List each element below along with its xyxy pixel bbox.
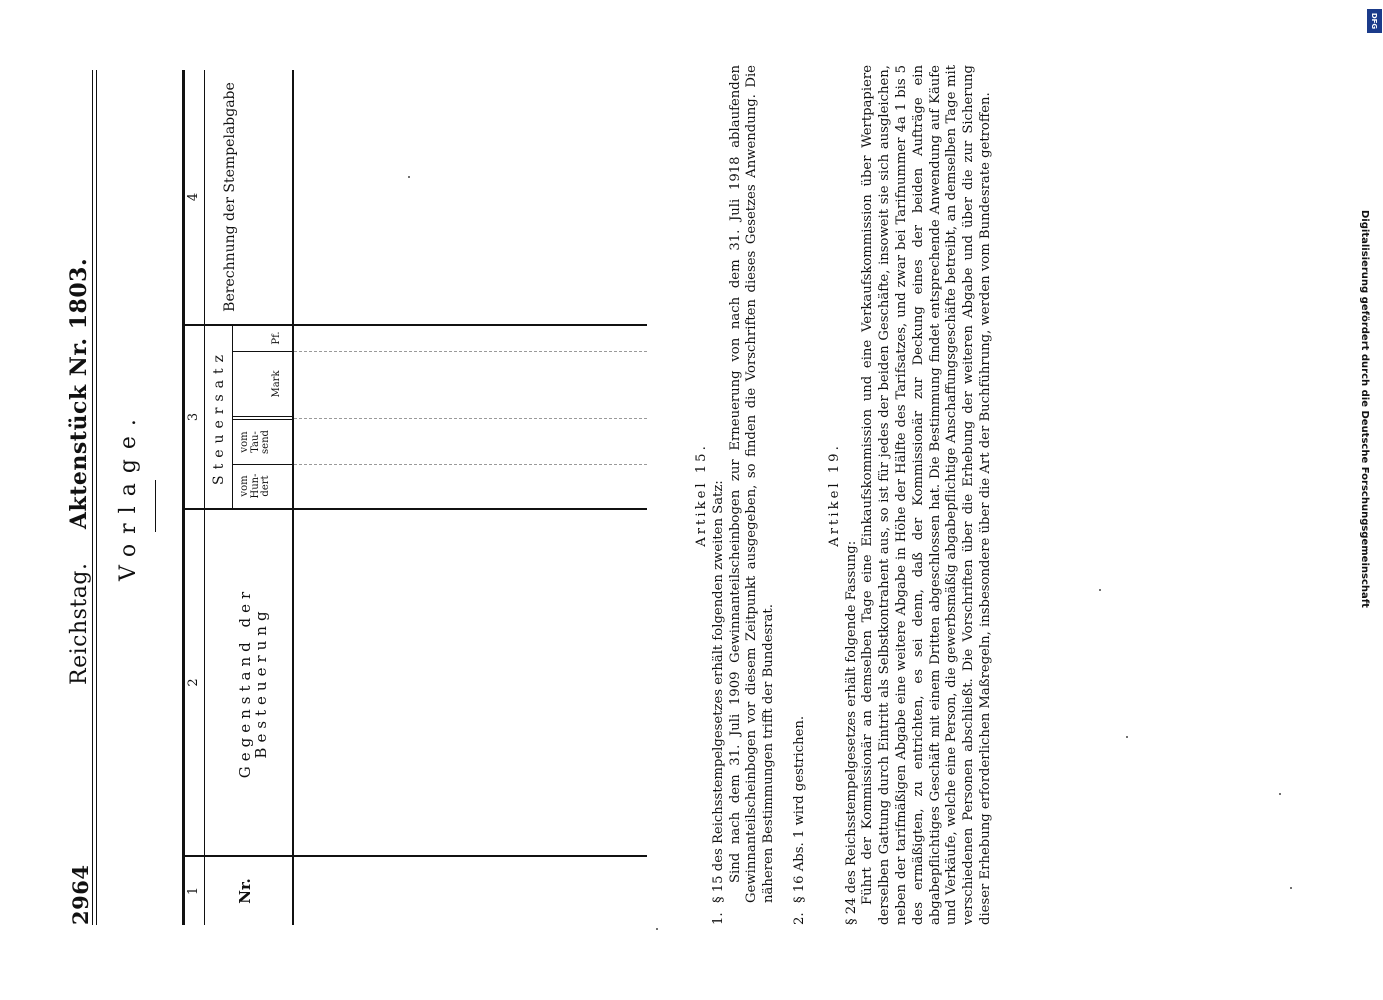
scan-speck xyxy=(1290,887,1292,889)
col4-header: Berechnung der Stempelabgabe xyxy=(222,82,238,312)
item-lead: § 24 des Reichsstempelgesetzes erhält folgende Fassung: xyxy=(843,540,859,925)
item-body: Sind nach dem 31. Juli 1909 Gewinnanteilscheinbogen zur Erneuerung von nach dem 31. Juli 1918 ablaufenden Gewinnanteilscheinbogen vor diesem Zeitpunkt ausgegeben, so finden die Vorschriften dieses Gesetzes Anwendung. Die näheren Bestimmungen trifft der Bundesrat. xyxy=(727,65,777,903)
scan-speck xyxy=(1126,736,1128,738)
publisher-label: Reichstag. xyxy=(67,562,92,685)
col3-sub-div-2b xyxy=(232,416,292,417)
col3-guide-1 xyxy=(294,464,647,465)
article-15-heading: Artikel 15. xyxy=(694,443,709,547)
dfg-logo: DFG xyxy=(1367,9,1382,33)
colnum-3: 3 xyxy=(186,412,201,422)
article-15-item-2 xyxy=(792,65,809,925)
col3-sub-mark: Mark xyxy=(271,370,282,398)
col-divider-3 xyxy=(182,324,647,326)
colnum-2: 2 xyxy=(186,678,201,687)
col3-sub-pf: Pf. xyxy=(271,331,282,345)
col3-guide-3 xyxy=(294,351,647,352)
col3-sub-div-3 xyxy=(232,351,292,352)
col3-sub-rule xyxy=(232,326,233,508)
article-19-item xyxy=(844,65,995,925)
scan-speck xyxy=(1279,793,1281,795)
col3-sub-permille: vom Tau- send xyxy=(239,430,271,454)
colnum-4: 4 xyxy=(186,192,201,202)
col3-sub-pct: vom Hun- dert xyxy=(239,473,271,499)
colnum-1: 1 xyxy=(186,886,201,896)
running-head xyxy=(66,258,92,685)
item-number: 2. xyxy=(791,912,807,925)
header-rule xyxy=(92,70,93,925)
article-15-item-1 xyxy=(711,65,778,925)
item-lead: § 15 des Reichsstempelgesetzes erhält folgenden zweiten Satz: xyxy=(710,480,726,903)
articles-body xyxy=(640,65,995,925)
col3-sub-div-2 xyxy=(232,419,292,420)
scan-speck xyxy=(656,928,658,930)
col3-guide-2 xyxy=(294,418,647,419)
colnum-rule xyxy=(204,70,205,925)
title-underline xyxy=(155,480,156,532)
scan-speck xyxy=(408,176,410,178)
item-number: 1. xyxy=(710,912,726,925)
col2-header: Gegenstand der Besteuerung xyxy=(236,586,270,779)
page-number: 2964 xyxy=(68,864,93,925)
col1-header: Nr. xyxy=(236,878,254,904)
article-19-heading: Artikel 19. xyxy=(826,443,842,547)
col3-header: Steuersatz xyxy=(211,348,227,486)
header-rule-double xyxy=(96,70,97,925)
tax-table xyxy=(182,70,647,925)
scan-speck xyxy=(1099,589,1101,591)
header-bottom-rule xyxy=(292,70,294,925)
funding-note: Digitalisierung gefördert durch die Deutsche Forschungsgemeinschaft xyxy=(1359,210,1370,608)
table-top-rule xyxy=(182,70,185,925)
document-label: Aktenstück Nr. 1803. xyxy=(66,257,92,530)
item-lead: § 16 Abs. 1 wird gestrichen. xyxy=(791,715,807,903)
col3-sub-div-1 xyxy=(232,464,292,465)
rotated-document-page xyxy=(60,65,1060,925)
item-body: Führt der Kommissionär an demselben Tage eine Einkaufskommission und eine Verkaufskommission über Wertpapiere derselben Gattung durch Eintritt als Selbstkontrahent aus, so ist für jedes der beiden Geschäfte, insoweit sie sich ausgleichen, neben der tarifmäßigen Abgabe eine weitere Abgabe in Höhe der Hälfte des Tarifsatzes, und zwar bei Tarifnummer 4a 1 bis 5 des ermäßigten, zu entrichten, es sei denn, daß der Kommissionär zur Deckung eines der beiden Aufträge ein abgabepflichtiges Geschäft mit einem Dritten abgeschlossen hat. Die Bestimmung findet entsprechende Anwendung auf Käufe und Verkäufe, welche eine Person, die gewerbsmäßig abgabepflichtige Anschaffungsgeschäfte betreibt, an demselben Tage mit verschiedenen Personen abschließt. Die Vorschriften über die Erhebung der weiteren Abgabe und über die zur Sicherung dieser Erhebung erforderlichen Maßregeln, insbesondere über die Art der Buchführung, werden vom Bundesrate getroffen. xyxy=(860,65,993,925)
section-title: Vorlage. xyxy=(116,409,141,581)
